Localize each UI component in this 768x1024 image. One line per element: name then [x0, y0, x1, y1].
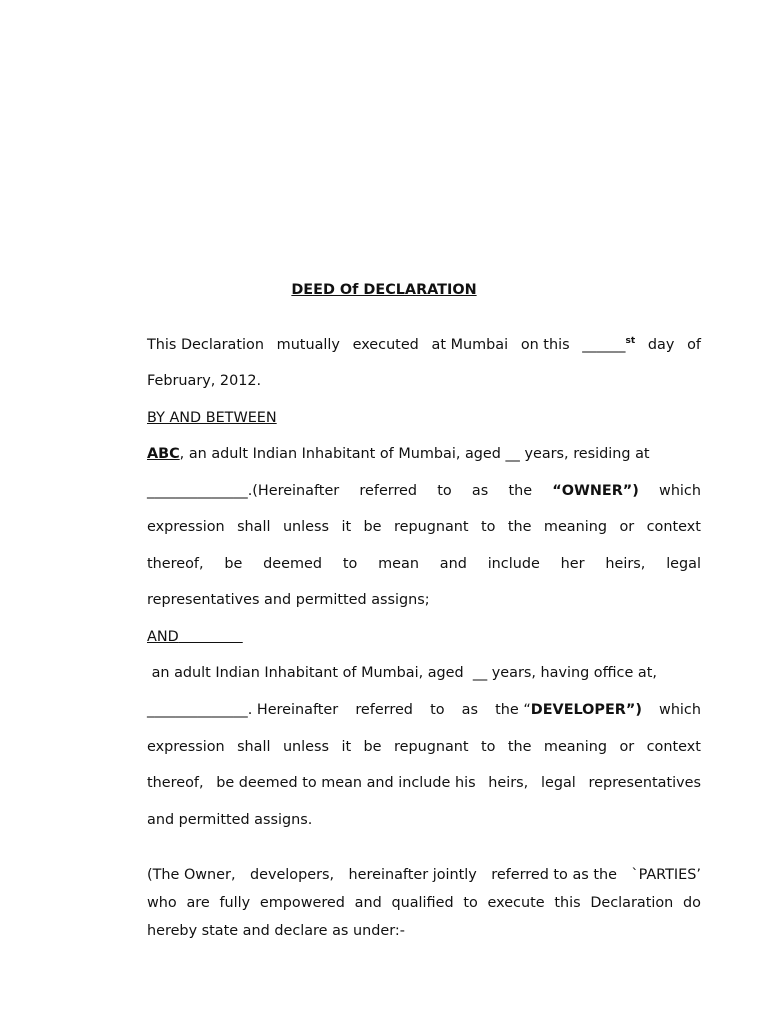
text-word: or	[619, 739, 635, 755]
text-run: referred to as the	[491, 867, 617, 883]
text-word: this	[554, 895, 581, 911]
developer-line-1: an adult Indian Inhabitant of Mumbai, aged __ years, having office at,	[147, 665, 657, 681]
parties-term: `PARTIES’	[631, 867, 701, 883]
text-word: do	[683, 895, 701, 911]
parties-line-1	[147, 865, 701, 885]
text-word: and	[439, 556, 467, 572]
text-word: developers,	[249, 867, 335, 883]
text-word: which	[659, 702, 701, 718]
text-word: deemed	[263, 556, 323, 572]
owner-line-5: representatives and permitted assigns;	[147, 592, 430, 608]
text-word: meaning	[543, 519, 607, 535]
text-word: and	[354, 895, 382, 911]
owner-name: ABC	[147, 446, 180, 462]
text-word: mutually	[276, 337, 340, 353]
developer-line-2	[147, 700, 701, 720]
developer-line-4	[147, 773, 701, 793]
text-word: repugnant	[393, 519, 469, 535]
address-blank: ______________.(Hereinafter	[147, 483, 340, 499]
text-word: thereof,	[147, 556, 204, 572]
text-word: or	[619, 519, 635, 535]
text-run: (The Owner,	[147, 867, 236, 883]
owner-line-4	[147, 554, 701, 574]
date-blank: ______$^{st}$	[582, 336, 636, 353]
text-word: repugnant	[393, 739, 469, 755]
owner-line-3	[147, 517, 701, 537]
text-word: legal	[666, 556, 701, 572]
parties-line-2	[147, 893, 701, 913]
owner-line-1	[147, 444, 701, 464]
ordinal-suffix: st	[625, 336, 636, 347]
text-word: of	[687, 337, 701, 353]
text-word: it	[341, 739, 352, 755]
intro-line-1	[147, 335, 701, 355]
text-word: the	[508, 483, 533, 499]
text-word: to	[437, 483, 452, 499]
and-heading: AND	[147, 629, 179, 645]
parties-line-3: hereby state and declare as under:-	[147, 923, 405, 939]
text-word: legal	[540, 775, 576, 791]
text-word: to	[480, 739, 496, 755]
text-word: to	[463, 895, 478, 911]
owner-line-2	[147, 481, 701, 501]
text-run: be deemed to mean and include his	[216, 775, 476, 791]
intro-line-2: February, 2012.	[147, 373, 262, 389]
text-word: be	[363, 519, 382, 535]
text-word: be	[363, 739, 382, 755]
text-word: are	[186, 895, 210, 911]
text-word: the	[507, 739, 532, 755]
text-word: thereof,	[147, 775, 204, 791]
text-word: This Declaration	[147, 337, 264, 353]
address-blank: ______________. Hereinafter	[147, 702, 339, 718]
text-word: executed	[352, 337, 419, 353]
text-word: be	[224, 556, 243, 572]
text-word: mean	[378, 556, 419, 572]
text-word: meaning	[543, 739, 607, 755]
text-word: referred	[355, 702, 413, 718]
text-word: empowered	[259, 895, 345, 911]
text-word: shall	[237, 739, 271, 755]
text-word: to	[480, 519, 496, 535]
owner-term: “OWNER”)	[552, 483, 639, 499]
text-word: fully	[219, 895, 251, 911]
developer-line-3	[147, 737, 701, 757]
text-word: representatives	[588, 775, 701, 791]
text-run: hereinafter jointly	[348, 867, 477, 883]
text-word: unless	[282, 739, 330, 755]
text-word: heirs,	[488, 775, 529, 791]
text-run: , an adult Indian Inhabitant of Mumbai, aged __ years, residing at	[179, 446, 650, 462]
text-word: context	[646, 739, 701, 755]
text-word: heirs,	[605, 556, 646, 572]
text-word: day	[647, 337, 675, 353]
text-word: context	[646, 519, 701, 535]
text-word: qualified	[391, 895, 454, 911]
text-word: unless	[282, 519, 330, 535]
text-word: to	[430, 702, 445, 718]
text-word: to	[342, 556, 358, 572]
text-word: as	[461, 702, 478, 718]
document-title: DEED Of DECLARATION	[291, 282, 477, 298]
text-word: who	[147, 895, 177, 911]
by-and-between-heading: BY AND BETWEEN	[147, 410, 277, 426]
text-word: which	[659, 483, 701, 499]
text-word: at Mumbai	[431, 337, 509, 353]
text-word: her	[560, 556, 585, 572]
text-word: it	[341, 519, 352, 535]
text-word: shall	[237, 519, 271, 535]
text-word: referred	[359, 483, 418, 499]
text-word: on this	[520, 337, 570, 353]
text-word: include	[487, 556, 540, 572]
text-word: execute	[487, 895, 545, 911]
developer-line-5: and permitted assigns.	[147, 812, 313, 828]
developer-term: the “DEVELOPER”)	[495, 702, 642, 718]
text-word: expression	[147, 739, 225, 755]
text-word: Declaration	[590, 895, 674, 911]
text-word: as	[471, 483, 489, 499]
text-word: expression	[147, 519, 225, 535]
text-word: the	[507, 519, 532, 535]
